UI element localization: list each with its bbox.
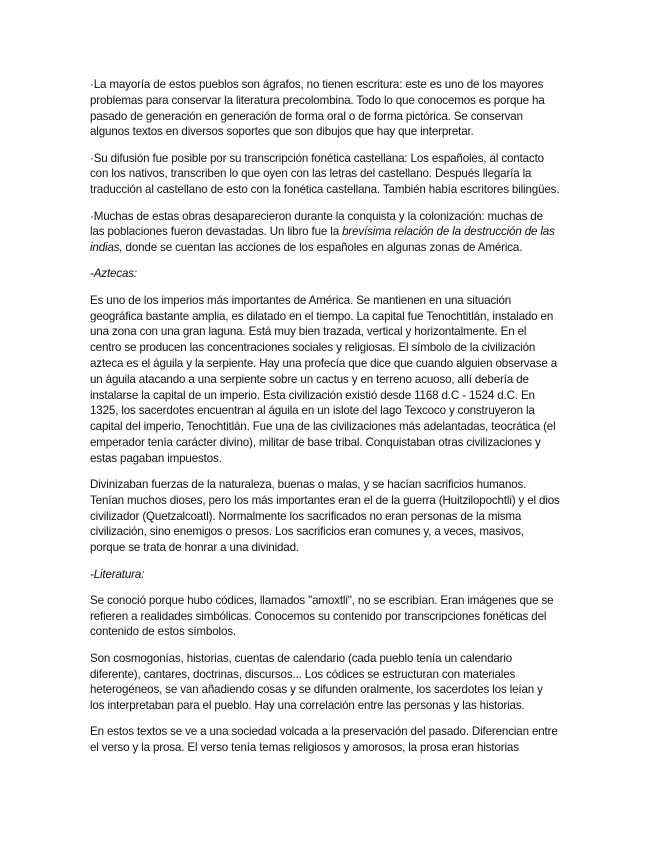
- heading-aztecas: -Aztecas:: [90, 267, 137, 281]
- paragraph-codices: Se conoció porque hubo códices, llamados "amoxtli", no se escribían. Eran imágenes que se refieren a realidades simbólicas. Conocemos su contenido por transcripciones fonéticas del contenido de estos símbolos.: [90, 593, 554, 639]
- paragraph-preservacion: En estos textos se ve a una sociedad volcada a la preservación del pasado. Diferencian entre el verso y la prosa. El verso tenía temas religiosos y amorosos, la prosa eran historias: [90, 725, 558, 755]
- paragraph-desaparecieron: [90, 209, 560, 256]
- book-title-italic: brevísima relación de la destrucción de las indias,: [90, 225, 555, 255]
- heading-literatura: -Literatura:: [90, 567, 145, 581]
- paragraph-desaparecieron-text-end: donde se cuentan las acciones de los españoles en algunas zonas de América.: [122, 241, 523, 255]
- paragraph-desaparecieron-text: ·Muchas de estas obras desaparecieron durante la conquista y la colonización: muchas de las poblaciones fueron devastadas. Un libro fue la: [90, 209, 543, 239]
- paragraph-imperio: Es uno de los imperios más importantes de América. Se mantienen en una situación geográfica bastante amplia, es dilatado en el tiempo. La capital fue Tenochtitlán, instalado en una zona con una gran laguna. Está muy bien trazada, vertical y horizontalmente. En el centro se producen las concentraciones sociales y religiosas. El símbolo de la civilización azteca es el águila y la serpiente. Hay una profecía que dice que cuando alguien observase a un águila atacando a una serpiente sobre un cactus y en terreno acuoso, allí debería de instalarse la capital de un imperio. Esta civilización existió desde 1168 d.C - 1524 d.C. En 1325, los sacerdotes encuentran al águila en un islote del lago Texcoco y construyeron la capital del imperio, Tenochtitlán. Fue una de las civilizaciones más adelantadas, teocrática (el emperador tenía carácter divino), militar de base tribal. Conquistaban otras civilizaciones y estas pagaban impuestos.: [90, 293, 558, 465]
- paragraph-divinizaban: Divinizaban fuerzas de la naturaleza, buenas o malas, y se hacían sacrificios humanos. Tenían muchos dioses, pero los más importantes eran el de la guerra (Huitzilopochtli) y el dios civilizador (Quetzalcoatl). Normalmente los sacrificados no eran personas de la misma civilización, sino enemigos o presos. Los sacrificios eran comunes y, a veces, masivos, porque se trata de honrar a una divinidad.: [90, 478, 560, 555]
- document-page: [90, 77, 560, 766]
- paragraph-difusion: ·Su difusión fue posible por su transcripción fonética castellana: Los españoles, al contacto con los nativos, transcriben lo que oyen con las letras del castellano. Después llegaría la traducción al castellano de esto con la fonética castellana. También había escritores bilingües.: [90, 151, 560, 197]
- paragraph-cosmogonias: Son cosmogonías, historias, cuentas de calendario (cada pueblo tenía un calendario diferente), cantares, doctrinas, discursos... Los códices se estructuran con materiales heterogéneos, se van añadiendo cosas y se difunden oralmente, los sacerdotes los leían y los interpretaban para el pueblo. Hay una correlación entre las personas y las historias.: [90, 651, 543, 713]
- paragraph-agrafos: ·La mayoría de estos pueblos son ágrafos, no tienen escritura: este es uno de los mayores problemas para conservar la literatura precolombina. Todo lo que conocemos es porque ha pasado de generación en generación de forma oral o de forma pictórica. Se conservan algunos textos en diversos soportes que son dibujos que hay que interpretar.: [90, 78, 545, 139]
